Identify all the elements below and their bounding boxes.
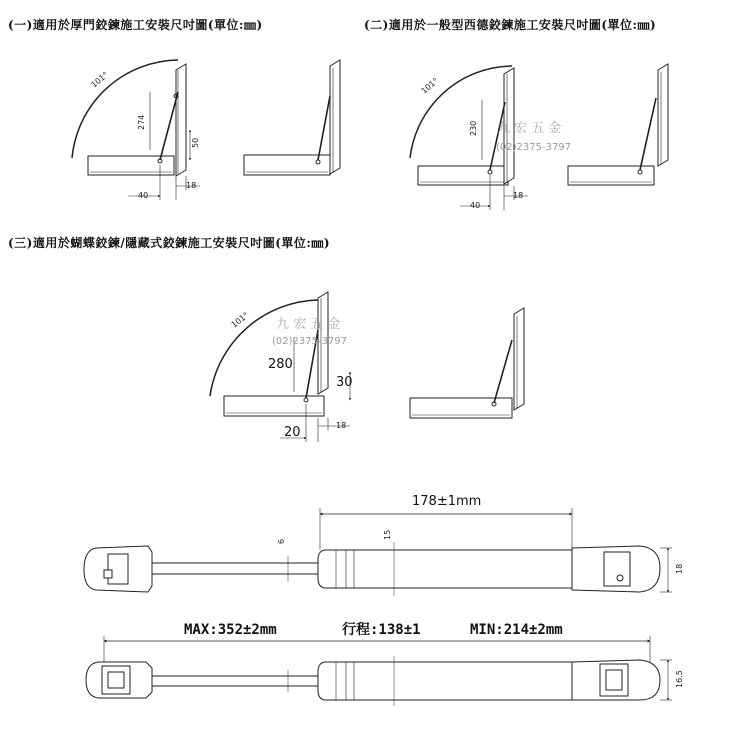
strut-side-view [84,508,672,596]
section1-closed-drawing [244,60,340,175]
section2-arm-label: 230 [469,120,478,136]
strut-top-view [86,636,672,706]
strut-min-label: MIN:214±2mm [470,622,563,638]
strut-end-width-label: 16.5 [675,670,684,688]
section2-offset-label: 40 [470,201,481,210]
strut-length-label: 178±1mm [412,494,482,509]
section1-angle-label: 101° [89,70,111,90]
section3-heading: (三)適用於蝴蝶鉸鍊/隱藏式鉸鍊施工安裝尺吋圖(單位:㎜) [8,236,331,250]
strut-end-height-label: 18 [675,563,684,574]
section3-angle-label: 101° [229,310,251,330]
section3-swing-arc [210,300,318,396]
section1-arm-label: 274 [137,114,146,130]
section1-strut [160,92,178,160]
section1-door [176,64,186,176]
section3-height-label: 30 [336,375,353,390]
strut-max-label: MAX:352±2mm [184,622,277,638]
section1-closed-strut [318,96,330,160]
section3-offset-label: 20 [284,425,301,440]
section1-height-label: 50 [191,137,200,148]
section2-closed-strut [640,98,656,170]
section1-offset-label: 40 [138,191,149,200]
watermark-phone-1: (02)2375-3797 [496,142,572,153]
watermark-name-2: 九 宏 五 金 [276,317,341,332]
section2-closed-drawing [568,64,668,185]
section2-edge-label: 18 [513,191,524,200]
section3-closed-strut [494,340,512,403]
section3-closed-drawing [410,308,524,418]
watermark-phone-2: (02)2375-3797 [272,336,348,347]
section1-heading: (一)適用於厚門鉸鍊施工安裝尺吋圖(單位:㎜) [8,18,263,32]
strut-body-dia-label: 15 [383,529,392,540]
section2-heading: (二)適用於一般型西德鉸鍊施工安裝尺吋圖(單位:㎜) [364,18,657,32]
section1-edge-label: 18 [186,181,197,190]
strut-top-body [318,662,572,700]
section3-arm-label: 280 [268,357,293,372]
strut-stroke-label: 行程:138±1 [342,622,421,638]
section2-strut [490,102,505,170]
strut-rod-dia-label: 6 [277,538,286,544]
watermark-name-1: 九 宏 五 金 [497,121,562,136]
section3-edge-label: 18 [336,421,347,430]
section1-swing-arc [72,60,178,158]
section2-angle-label: 101° [419,76,441,96]
strut-body [318,550,572,588]
